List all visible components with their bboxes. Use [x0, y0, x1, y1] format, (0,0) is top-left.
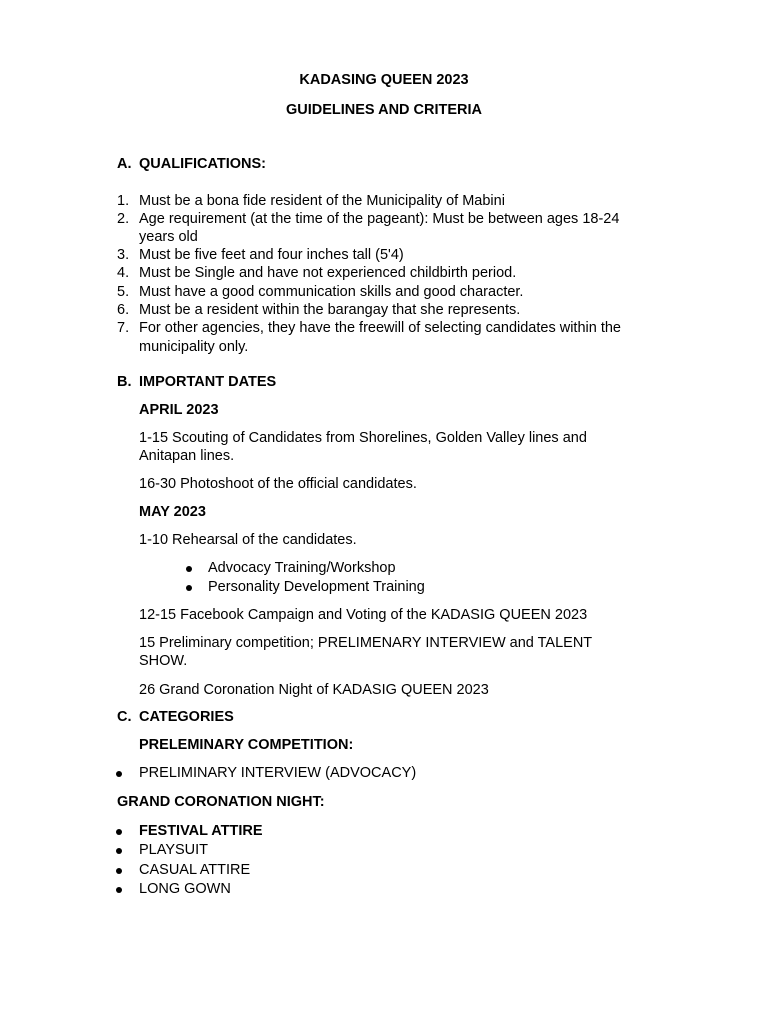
bullet-icon	[116, 848, 122, 854]
list-item-number: 5.	[117, 284, 130, 300]
list-item-text: Must be five feet and four inches tall (5'4)	[139, 247, 404, 263]
list-item: FESTIVAL ATTIRE	[139, 823, 263, 839]
list-item-text: Must be a bona fide resident of the Municipality of Mabini	[139, 193, 505, 209]
bullet-icon	[186, 585, 192, 591]
list-item-number: 7.	[117, 320, 130, 336]
section-c-marker: C.	[117, 709, 132, 725]
list-item-number: 2.	[117, 211, 130, 227]
bullet-icon	[116, 868, 122, 874]
section-b-heading: IMPORTANT DATES	[139, 374, 277, 390]
may-entry-coronation: 26 Grand Coronation Night of KADASIG QUEEN 2023	[139, 682, 489, 698]
april-heading: APRIL 2023	[139, 402, 219, 418]
list-item-text: Must be Single and have not experienced childbirth period.	[139, 265, 517, 281]
bullet-icon	[116, 771, 122, 777]
list-item-number: 3.	[117, 247, 130, 263]
bullet-icon	[186, 566, 192, 572]
april-entry-photoshoot: 16-30 Photoshoot of the official candidates.	[139, 476, 417, 492]
list-item-text: For other agencies, they have the freewill of selecting candidates within the	[139, 320, 621, 336]
section-b-marker: B.	[117, 374, 132, 390]
list-item-text: Must be a resident within the barangay that she represents.	[139, 302, 521, 318]
list-item: Personality Development Training	[208, 579, 425, 595]
list-item-text: years old	[139, 229, 198, 245]
bullet-icon	[116, 887, 122, 893]
document-title: KADASING QUEEN 2023	[299, 72, 469, 88]
may-entry-campaign: 12-15 Facebook Campaign and Voting of the KADASIG QUEEN 2023	[139, 607, 588, 623]
list-item-number: 1.	[117, 193, 130, 209]
preliminary-heading: PRELEMINARY COMPETITION:	[139, 737, 354, 753]
list-item: CASUAL ATTIRE	[139, 862, 251, 878]
april-entry-scouting: 1-15 Scouting of Candidates from Shorelines, Golden Valley lines and	[139, 430, 587, 446]
section-a-heading: QUALIFICATIONS:	[139, 156, 266, 172]
list-item: PLAYSUIT	[139, 842, 209, 858]
grand-coronation-heading: GRAND CORONATION NIGHT:	[117, 794, 325, 810]
may-entry-rehearsal: 1-10 Rehearsal of the candidates.	[139, 532, 357, 548]
document-subtitle: GUIDELINES AND CRITERIA	[285, 102, 483, 118]
list-item-number: 4.	[117, 265, 130, 281]
list-item: Advocacy Training/Workshop	[208, 560, 396, 576]
list-item-number: 6.	[117, 302, 130, 318]
list-item-text: Age requirement (at the time of the pageant): Must be between ages 18-24	[139, 211, 620, 227]
list-item: LONG GOWN	[139, 881, 231, 897]
list-item: PRELIMINARY INTERVIEW (ADVOCACY)	[139, 765, 417, 781]
may-entry-preliminary-cont: SHOW.	[139, 653, 188, 669]
may-heading: MAY 2023	[139, 504, 206, 520]
section-c-heading: CATEGORIES	[139, 709, 234, 725]
bullet-icon	[116, 829, 122, 835]
april-entry-scouting-cont: Anitapan lines.	[139, 448, 235, 464]
section-a-marker: A.	[117, 156, 132, 172]
list-item-text: municipality only.	[139, 339, 249, 355]
may-entry-preliminary: 15 Preliminary competition; PRELIMENARY INTERVIEW and TALENT	[139, 635, 593, 651]
list-item-text: Must have a good communication skills and good character.	[139, 284, 524, 300]
